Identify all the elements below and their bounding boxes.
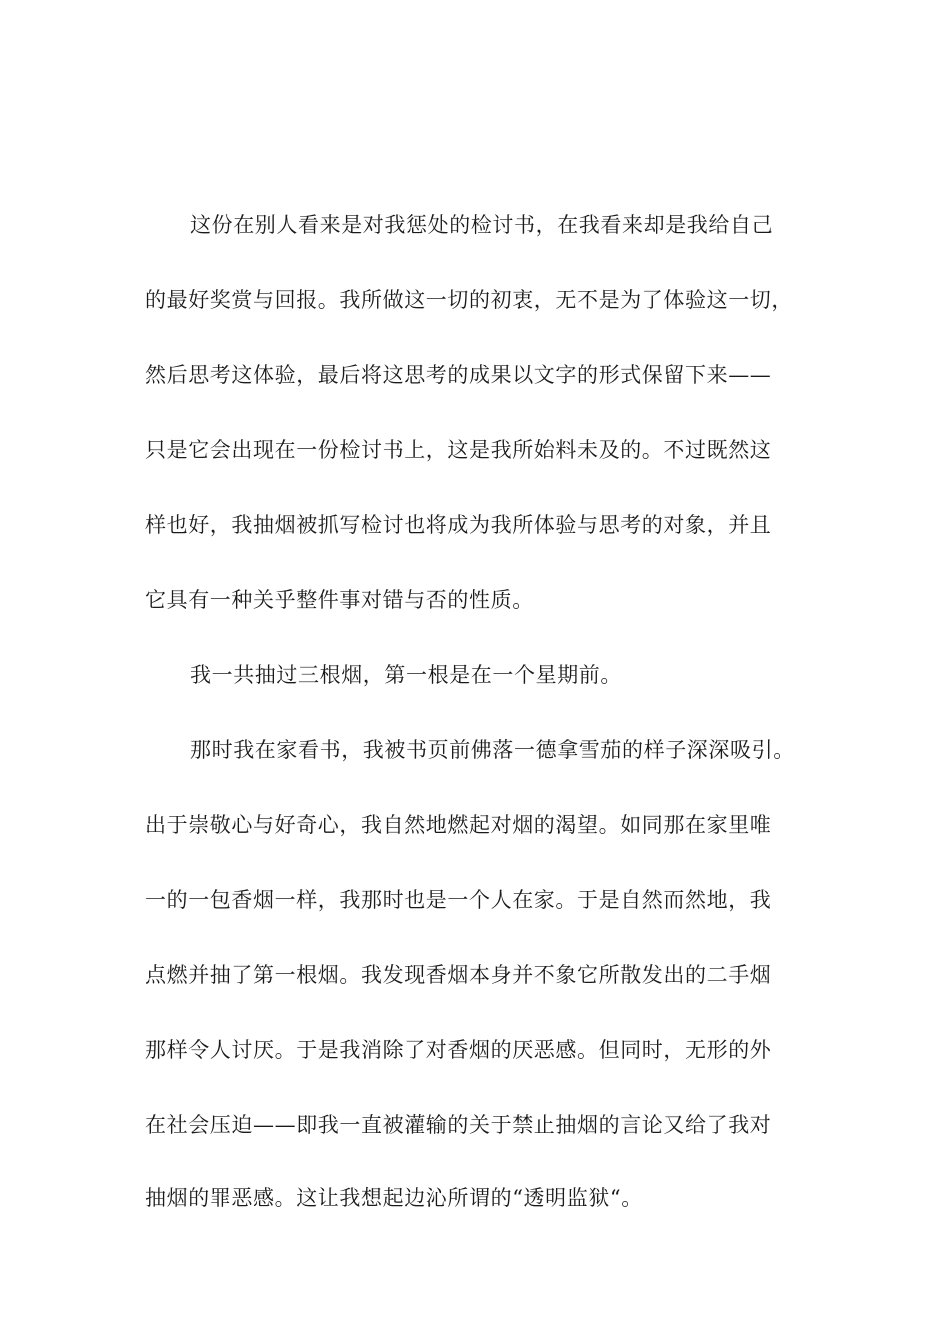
- paragraph-1-line-3: 然后思考这体验，最后将这思考的成果以文字的形式保留下来——: [145, 363, 772, 387]
- paragraph-3-line-6: 在社会压迫——即我一直被灌输的关于禁止抽烟的言论又给了我对: [145, 1113, 772, 1137]
- paragraph-3-line-4: 点燃并抽了第一根烟。我发现香烟本身并不象它所散发出的二手烟: [145, 963, 772, 987]
- paragraph-1-line-6: 它具有一种关乎整件事对错与否的性质。: [145, 588, 534, 612]
- paragraph-3-line-2: 出于崇敬心与好奇心，我自然地燃起对烟的渴望。如同那在家里唯: [145, 813, 772, 837]
- paragraph-1-line-2: 的最好奖赏与回报。我所做这一切的初衷，无不是为了体验这一切，: [145, 288, 793, 312]
- paragraph-1-line-1: 这份在别人看来是对我惩处的检讨书，在我看来却是我给自己: [190, 213, 774, 237]
- paragraph-3-line-3: 一的一包香烟一样，我那时也是一个人在家。于是自然而然地，我: [145, 888, 772, 912]
- paragraph-1-line-5: 样也好，我抽烟被抓写检讨也将成为我所体验与思考的对象，并且: [145, 513, 772, 537]
- paragraph-1-line-4: 只是它会出现在一份检讨书上，这是我所始料未及的。不过既然这: [145, 438, 772, 462]
- paragraph-3-line-7: 抽烟的罪恶感。这让我想起边沁所谓的“透明监狱“。: [145, 1186, 643, 1210]
- paragraph-2-line-1: 我一共抽过三根烟，第一根是在一个星期前。: [190, 663, 622, 687]
- paragraph-3-line-5: 那样令人讨厌。于是我消除了对香烟的厌恶感。但同时，无形的外: [145, 1038, 772, 1062]
- paragraph-3-line-1: 那时我在家看书，我被书页前佛落一德拿雪茄的样子深深吸引。: [190, 738, 795, 762]
